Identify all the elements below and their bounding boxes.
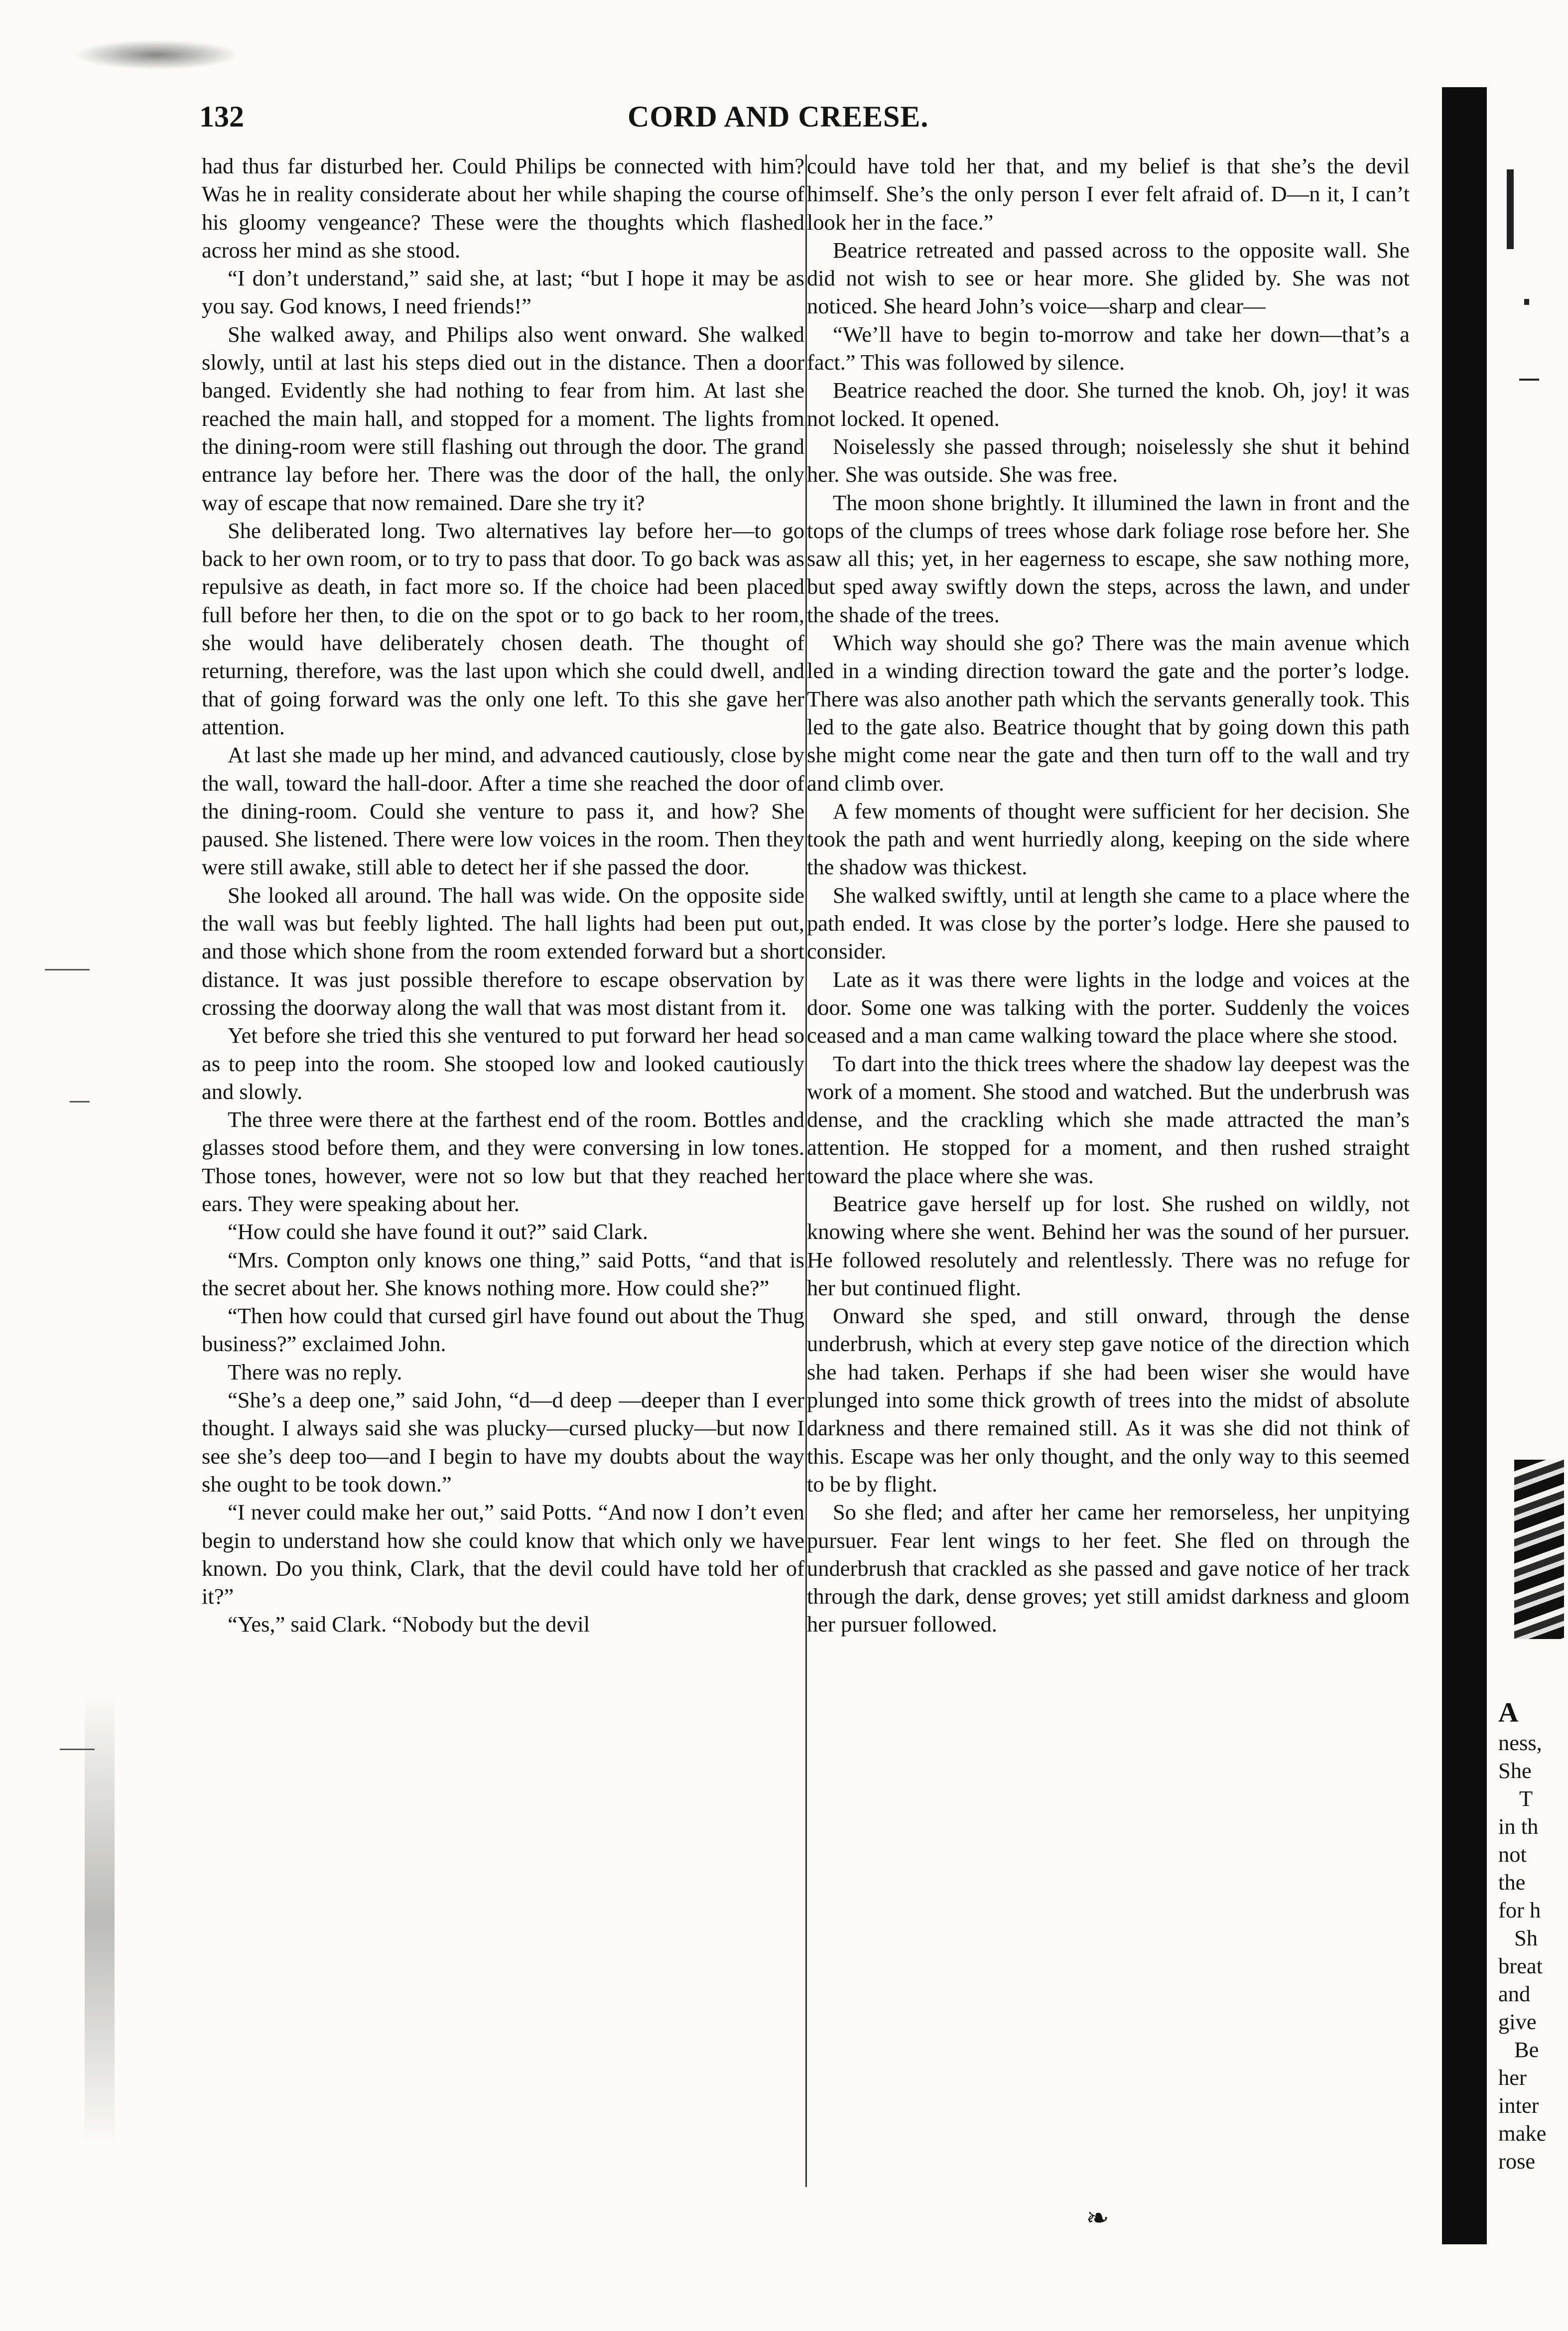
paragraph: The moon shone brightly. It illumined the lawn in front and the tops of the clumps of trees whose dark foliage rose before her. She saw all this; yet, in her eagerness to escape, she saw nothing more, but sped away swiftly down the steps, across the lawn, and under the shade of the trees. (807, 490, 1410, 627)
paragraph: Yet before she tried this she ventured to put forward her head so as to peep into the room. She stooped low and looked cautiously and slowly. (202, 1023, 804, 1104)
running-title: CORD AND CREESE. (628, 100, 929, 133)
scan-smudge-top (75, 40, 239, 70)
paragraph: Beatrice gave herself up for lost. She rushed on wildly, not knowing where she went. Behind her was the sound of her pursuer. He followed resolutely and relentlessly. There was no refuge for her but continued flight. (807, 1191, 1410, 1300)
paragraph: She walked swiftly, until at length she came to a place where the path ended. It was close by the porter’s lodge. Here she paused to consider. (807, 882, 1410, 964)
paragraph: There was no reply. (228, 1359, 402, 1384)
page-number: 132 (199, 100, 244, 133)
facing-page-fragment: make (1498, 2121, 1547, 2146)
facing-page-fragment: ness, (1498, 1730, 1542, 1755)
paragraph: Late as it was there were lights in the lodge and voices at the door. Some one was talking with the porter. Suddenly the voices ceased and a man came walking toward the place where she stood. (807, 966, 1410, 1048)
margin-mark (60, 1749, 95, 1750)
facing-page-fragment: inter (1498, 2093, 1539, 2118)
facing-page-bleed (1519, 379, 1539, 381)
paragraph: At last she made up her mind, and advanced cautiously, close by the wall, toward the hall-door. After a time she reached the door of the dining-room. Could she venture to pass it, and how? She paused. She listened. There were low voices in the room. Then they were still awake, still able to detect her if she passed the door. (202, 742, 804, 880)
scan-smudge-left (85, 1694, 115, 2142)
paragraph: had thus far disturbed her. Could Philips be connected with him? Was he in reality considerate about her while shaping the course of his gloomy vengeance? These were the thoughts which flashed across her mind as she stood. (202, 153, 804, 263)
paragraph: “How could she have found it out?” said Clark. (228, 1219, 649, 1244)
facing-page-illustration (1514, 1460, 1564, 1639)
right-column (807, 152, 1410, 1639)
paragraph: She deliberated long. Two alternatives lay before her—to go back to her own room, or to try to pass that door. To go back was as repulsive as death, in fact more so. If the choice had been placed full before her then, to die on the spot or to go back to her room, she would have deliberately chosen death. The thought of returning, therefore, was the last upon which she could dwell, and that of going forward was the only one left. To this she gave her attention. (202, 518, 804, 739)
facing-page-fragment: T (1519, 1786, 1533, 1811)
paragraph: could have told her that, and my belief is that she’s the devil himself. She’s the only person I ever felt afraid of. D—n it, I can’t look her in the face.” (807, 153, 1410, 235)
paragraph: A few moments of thought were sufficient for her decision. She took the path and went hurriedly along, keeping on the side where the shadow was thickest. (807, 798, 1410, 880)
paragraph: “Yes,” said Clark. “Nobody but the devil (228, 1612, 590, 1637)
margin-mark (70, 1101, 90, 1102)
facing-page-bleed (1524, 299, 1529, 305)
margin-mark (45, 969, 90, 970)
paragraph: “Mrs. Compton only knows one thing,” said Potts, “and that is the secret about her. She knows nothing more. How could she?” (202, 1247, 804, 1300)
binding-shadow (1442, 87, 1487, 2244)
paragraph: She looked all around. The hall was wide. On the opposite side the wall was but feebly lighted. The hall lights had been put out, and those which shone from the room extended forward but a short distance. It was just possible therefore to escape observation by crossing the doorway along the wall that was most distant from it. (202, 882, 804, 1020)
facing-page-fragment: her (1498, 2065, 1527, 2090)
facing-page-fragment: Sh (1514, 1925, 1538, 1950)
facing-page-fragment: rose (1498, 2149, 1536, 2174)
paragraph: “We’ll have to begin to-morrow and take her down—that’s a fact.” This was followed by silence. (807, 321, 1410, 375)
paragraph: “Then how could that cursed girl have found out about the Thug business?” exclaimed John. (202, 1303, 804, 1357)
page-header (199, 100, 1435, 139)
paragraph: “I never could make her out,” said Potts. “And now I don’t even begin to understand how she could know that which only we have known. Do you think, Clark, that the devil could have told her of it?” (202, 1500, 804, 1609)
left-column (202, 152, 804, 1639)
facing-page-fragment: the (1498, 1870, 1526, 1895)
facing-page-fragment: and (1498, 1981, 1531, 2006)
paragraph: “She’s a deep one,” said John, “d—d deep —deeper than I ever thought. I always said she was plucky—cursed plucky—but now I see she’s deep too—and I begin to have my doubts about the way she ought to be took down.” (202, 1387, 804, 1497)
facing-page-fragment: for h (1498, 1898, 1541, 1922)
paragraph: Beatrice reached the door. She turned the knob. Oh, joy! it was not locked. It opened. (807, 378, 1410, 431)
ink-blot: ❧ (1086, 2203, 1109, 2234)
facing-page-fragment: Be (1514, 2037, 1539, 2062)
facing-page-bleed (1507, 169, 1514, 249)
facing-page-fragment: in th (1498, 1814, 1539, 1839)
paragraph: “I don’t understand,” said she, at last; “but I hope it may be as you say. God knows, I need friends!” (202, 266, 804, 319)
paragraph: The three were there at the farthest end of the room. Bottles and glasses stood before them, and they were conversing in low tones. Those tones, however, were not so low but that they reached her ears. They were speaking about her. (202, 1107, 804, 1216)
paragraph: So she fled; and after her came her remorseless, her unpitying pursuer. Fear lent wings to her feet. She fled on through the underbrush that crackled as she passed and gave notice of her track through the dark, dense groves; yet still amidst darkness and gloom her pursuer followed. (807, 1500, 1410, 1637)
facing-page-fragment: not (1498, 1842, 1527, 1867)
paragraph: Beatrice retreated and passed across to the opposite wall. She did not wish to see or hear more. She glided by. She was not noticed. She heard John’s voice—sharp and clear— (807, 237, 1410, 319)
paragraph: To dart into the thick trees where the shadow lay deepest was the work of a moment. She stood and watched. But the underbrush was dense, and the crackling which she made attracted the man’s attention. He stopped for a moment, and then rushed straight toward the place where she was. (807, 1051, 1410, 1188)
facing-page-fragment: A (1498, 1697, 1519, 1728)
facing-page-fragment: breat (1498, 1953, 1543, 1978)
paragraph: Which way should she go? There was the main avenue which led in a winding direction toward the gate and the porter’s lodge. There was also another path which the servants generally took. This led to the gate also. Beatrice thought that by going down this path she might come near the gate and then turn off to the wall and try and climb over. (807, 630, 1410, 796)
paragraph: She walked away, and Philips also went onward. She walked slowly, until at last his steps died out in the distance. Then a door banged. Evidently she had nothing to fear from him. At last she reached the main hall, and stopped for a moment. The lights from the dining-room were still flashing out through the door. The grand entrance lay before her. There was the door of the hall, the only way of escape that now remained. Dare she try it? (202, 321, 804, 515)
paragraph: Noiselessly she passed through; noiselessly she shut it behind her. She was outside. She was free. (807, 433, 1410, 487)
paragraph: Onward she sped, and still onward, through the dense underbrush, which at every step gave notice of the direction which she had taken. Perhaps if she had been wiser she would have plunged into some thick growth of trees into the midst of absolute darkness and there remained still. As it was she did not think of this. Escape was her only thought, and the only way to this seemed to be by flight. (807, 1303, 1410, 1497)
facing-page-fragment: give (1498, 2009, 1537, 2034)
facing-page-fragment: She (1498, 1758, 1532, 1783)
